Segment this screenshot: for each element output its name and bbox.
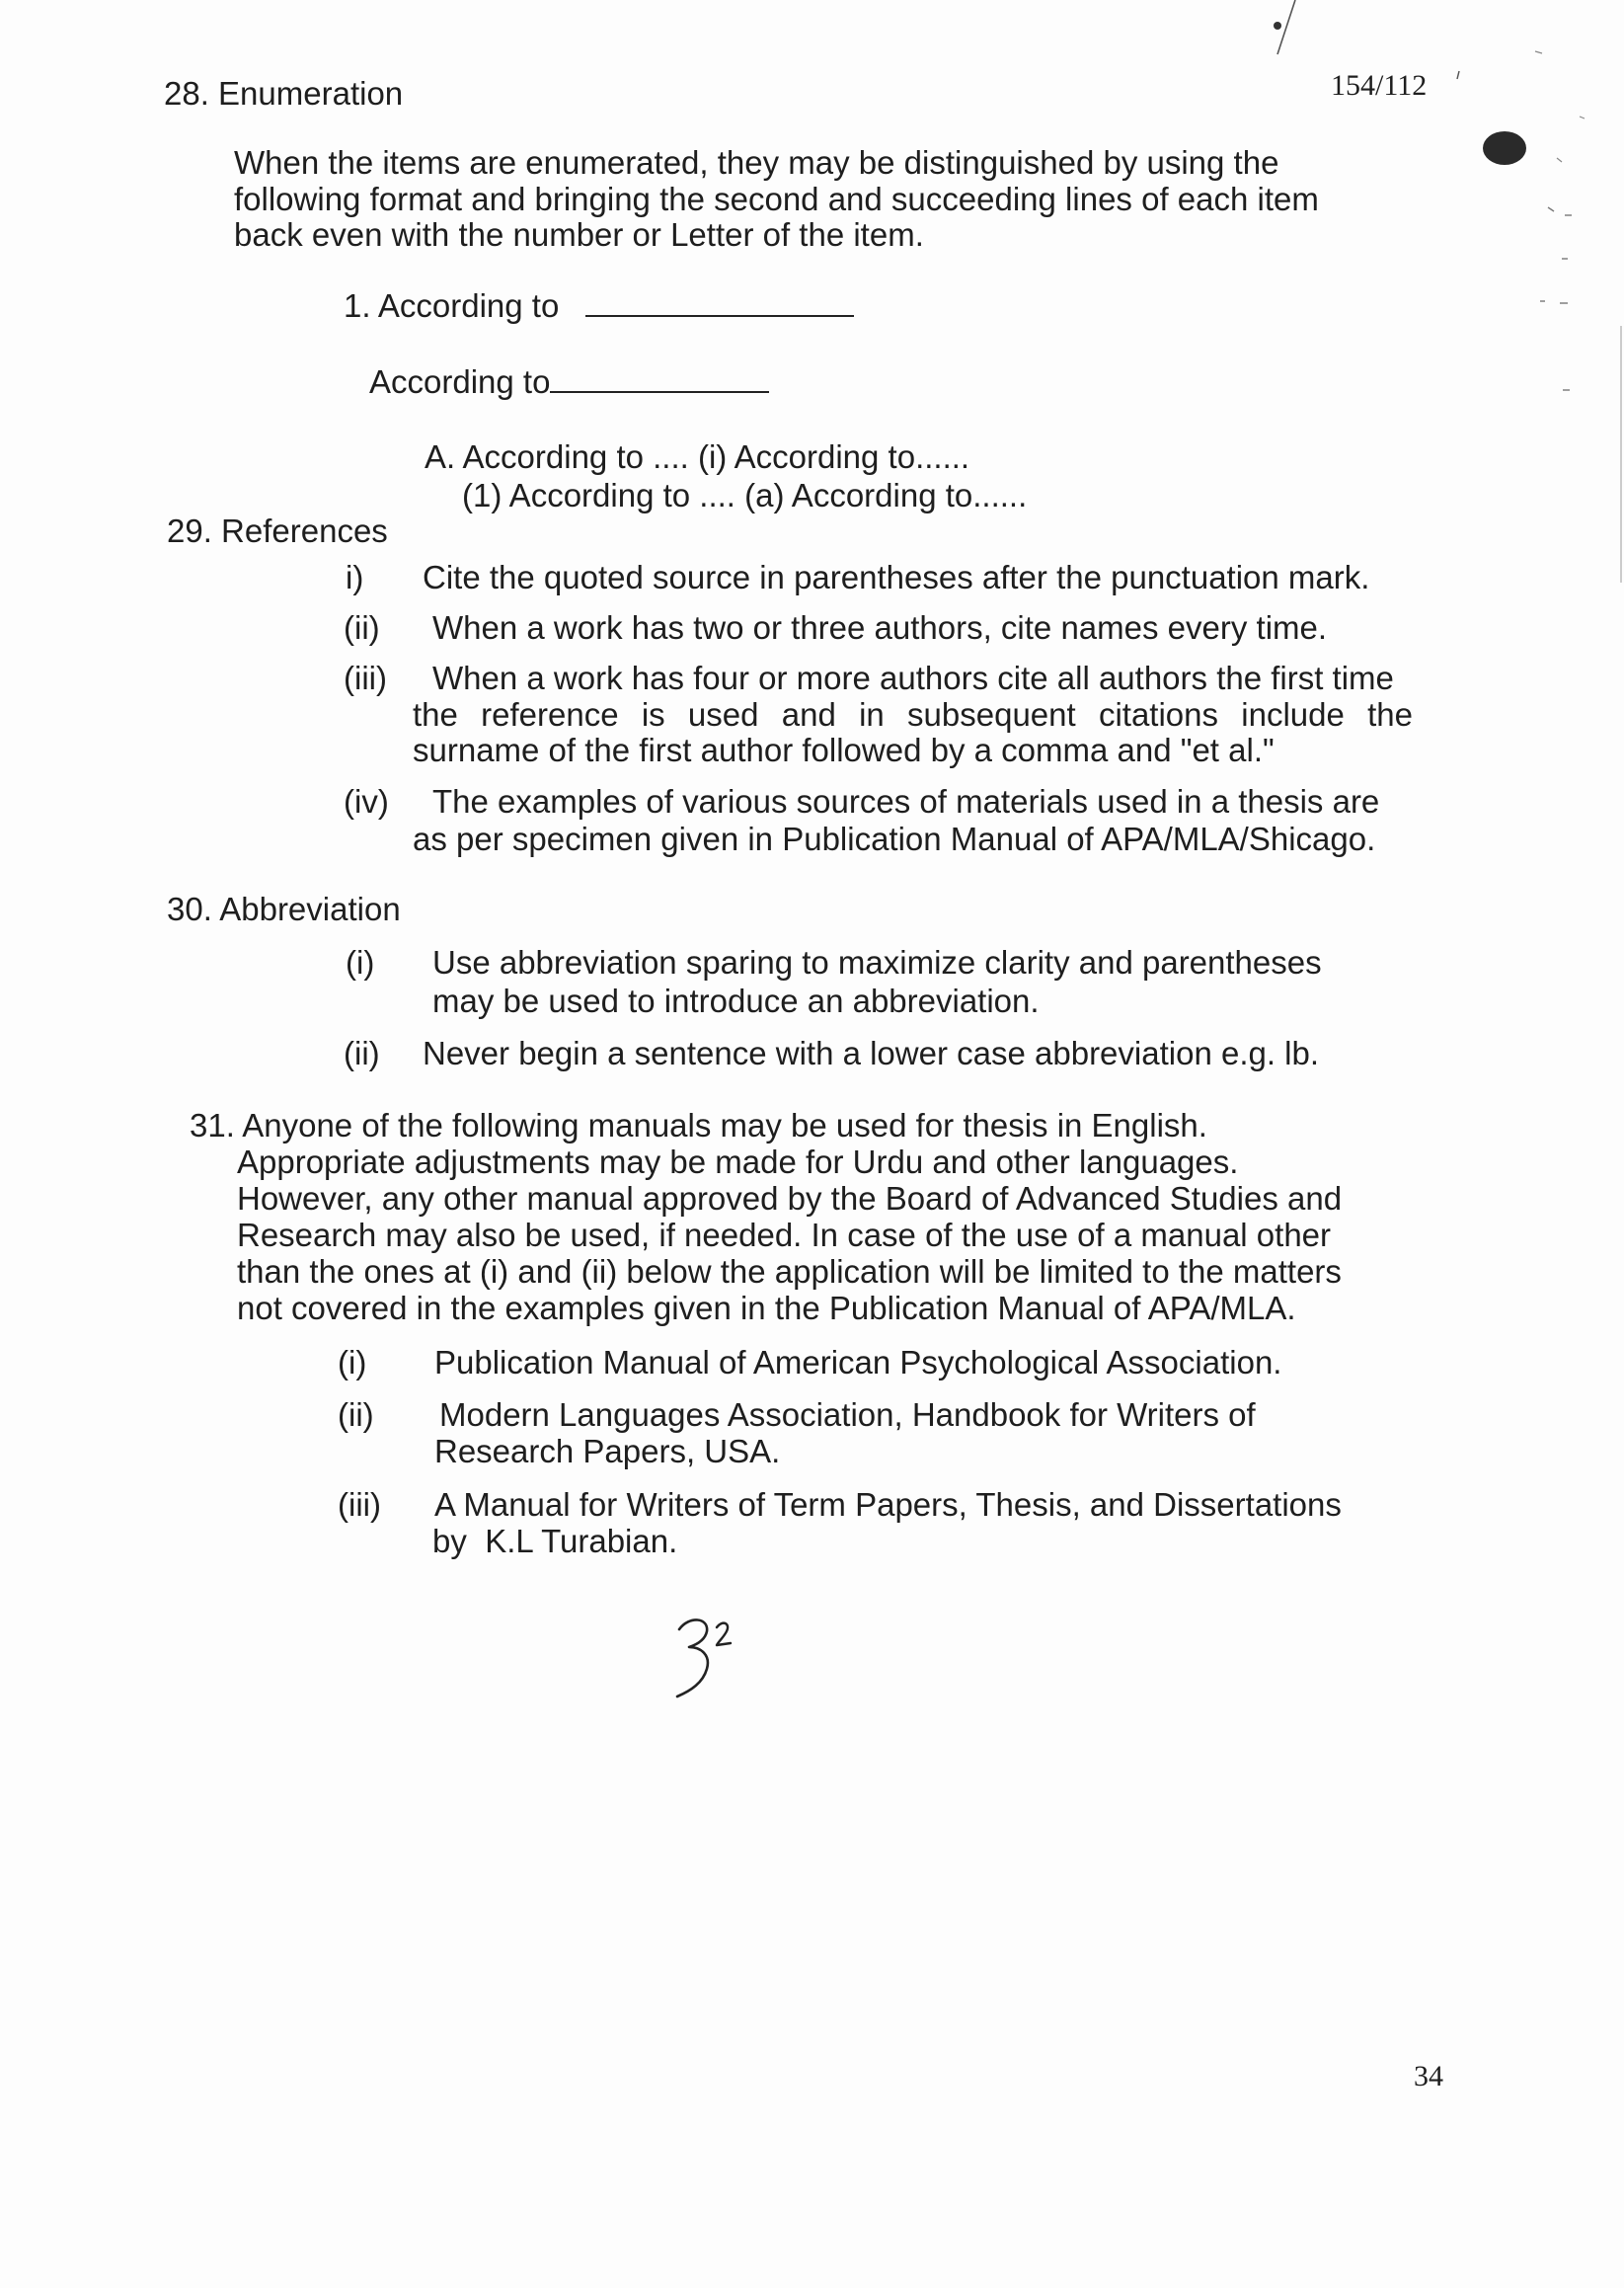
- ref-item-text-1: Cite the quoted source in parentheses after the punctuation mark.: [423, 559, 1370, 595]
- blank-line: [585, 287, 854, 317]
- blank-line: [550, 363, 769, 393]
- enumeration-example-4: (1) According to .... (a) According to......: [462, 477, 1028, 513]
- ref-item-text-3-line-2-text: the reference is used and in subsequent citations include the: [413, 696, 1413, 733]
- manual-item-text-2-line-2: Research Papers, USA.: [434, 1433, 781, 1469]
- section-31-line-6: not covered in the examples given in the Publication Manual of APA/MLA.: [237, 1290, 1296, 1326]
- manual-item-text-1: Publication Manual of American Psychological Association.: [434, 1344, 1282, 1381]
- enumeration-example-3: A. According to .... (i) According to......: [425, 438, 970, 475]
- section-31-line-1: 31. Anyone of the following manuals may be used for thesis in English.: [190, 1107, 1207, 1144]
- abbr-item-text-1-line-2: may be used to introduce an abbreviation.: [432, 983, 1040, 1019]
- ref-item-text-4-line-1: The examples of various sources of materials used in a thesis are: [432, 783, 1380, 820]
- section-31-line-3: However, any other manual approved by the Board of Advanced Studies and: [237, 1180, 1343, 1217]
- manual-item-text-2-line-1: Modern Languages Association, Handbook for Writers of: [439, 1396, 1256, 1433]
- section-28-heading: 28. Enumeration: [164, 75, 404, 112]
- ref-item-label-3: (iii): [344, 660, 387, 696]
- abbr-item-label-1: (i): [346, 944, 375, 981]
- abbr-item-text-1-line-1: Use abbreviation sparing to maximize clarity and parentheses: [432, 944, 1322, 981]
- enumeration-example-1-text: 1. According to: [344, 287, 560, 324]
- manual-item-label-3: (iii): [338, 1486, 381, 1523]
- section-30-heading: 30. Abbreviation: [167, 891, 401, 927]
- section-28-intro-line-2: following format and bringing the second and succeeding lines of each item: [234, 181, 1319, 217]
- section-31-line-4: Research may also be used, if needed. In case of the use of a manual other: [237, 1217, 1332, 1253]
- page-number: 34: [1414, 2060, 1443, 2092]
- manual-item-text-3-line-2: by K.L Turabian.: [432, 1523, 678, 1559]
- ref-item-text-3-line-1: When a work has four or more authors cite all authors the first time: [432, 660, 1394, 696]
- ref-item-label-2: (ii): [344, 609, 380, 646]
- section-28-intro-line-3: back even with the number or Letter of the item.: [234, 216, 924, 253]
- ref-item-label-4: (iv): [344, 783, 389, 820]
- ref-item-text-4-line-2: as per specimen given in Publication Manual of APA/MLA/Shicago.: [413, 821, 1376, 857]
- abbr-item-text-2: Never begin a sentence with a lower case abbreviation e.g. lb.: [423, 1035, 1320, 1071]
- enumeration-example-2-text: According to: [369, 363, 551, 400]
- manual-item-label-2: (ii): [338, 1396, 374, 1433]
- ref-item-text-3-line-3: surname of the first author followed by a comma and "et al.": [413, 732, 1275, 768]
- section-29-heading: 29. References: [167, 513, 388, 549]
- section-31-line-2: Appropriate adjustments may be made for Urdu and other languages.: [237, 1144, 1239, 1180]
- handwritten-page-number: [671, 1612, 740, 1700]
- ref-item-label-1: i): [346, 559, 364, 595]
- reference-number: 154/112: [1331, 69, 1428, 102]
- enumeration-example-2: [369, 363, 769, 400]
- section-28-intro-line-1: When the items are enumerated, they may be distinguished by using the: [234, 144, 1279, 181]
- enumeration-example-1: [344, 287, 854, 324]
- abbr-item-label-2: (ii): [344, 1035, 380, 1071]
- manual-item-label-1: (i): [338, 1344, 367, 1381]
- section-31-line-5: than the ones at (i) and (ii) below the application will be limited to the matters: [237, 1253, 1342, 1290]
- manual-item-text-3-line-1: A Manual for Writers of Term Papers, Thesis, and Dissertations: [434, 1486, 1342, 1523]
- ref-item-text-2: When a work has two or three authors, cite names every time.: [432, 609, 1328, 646]
